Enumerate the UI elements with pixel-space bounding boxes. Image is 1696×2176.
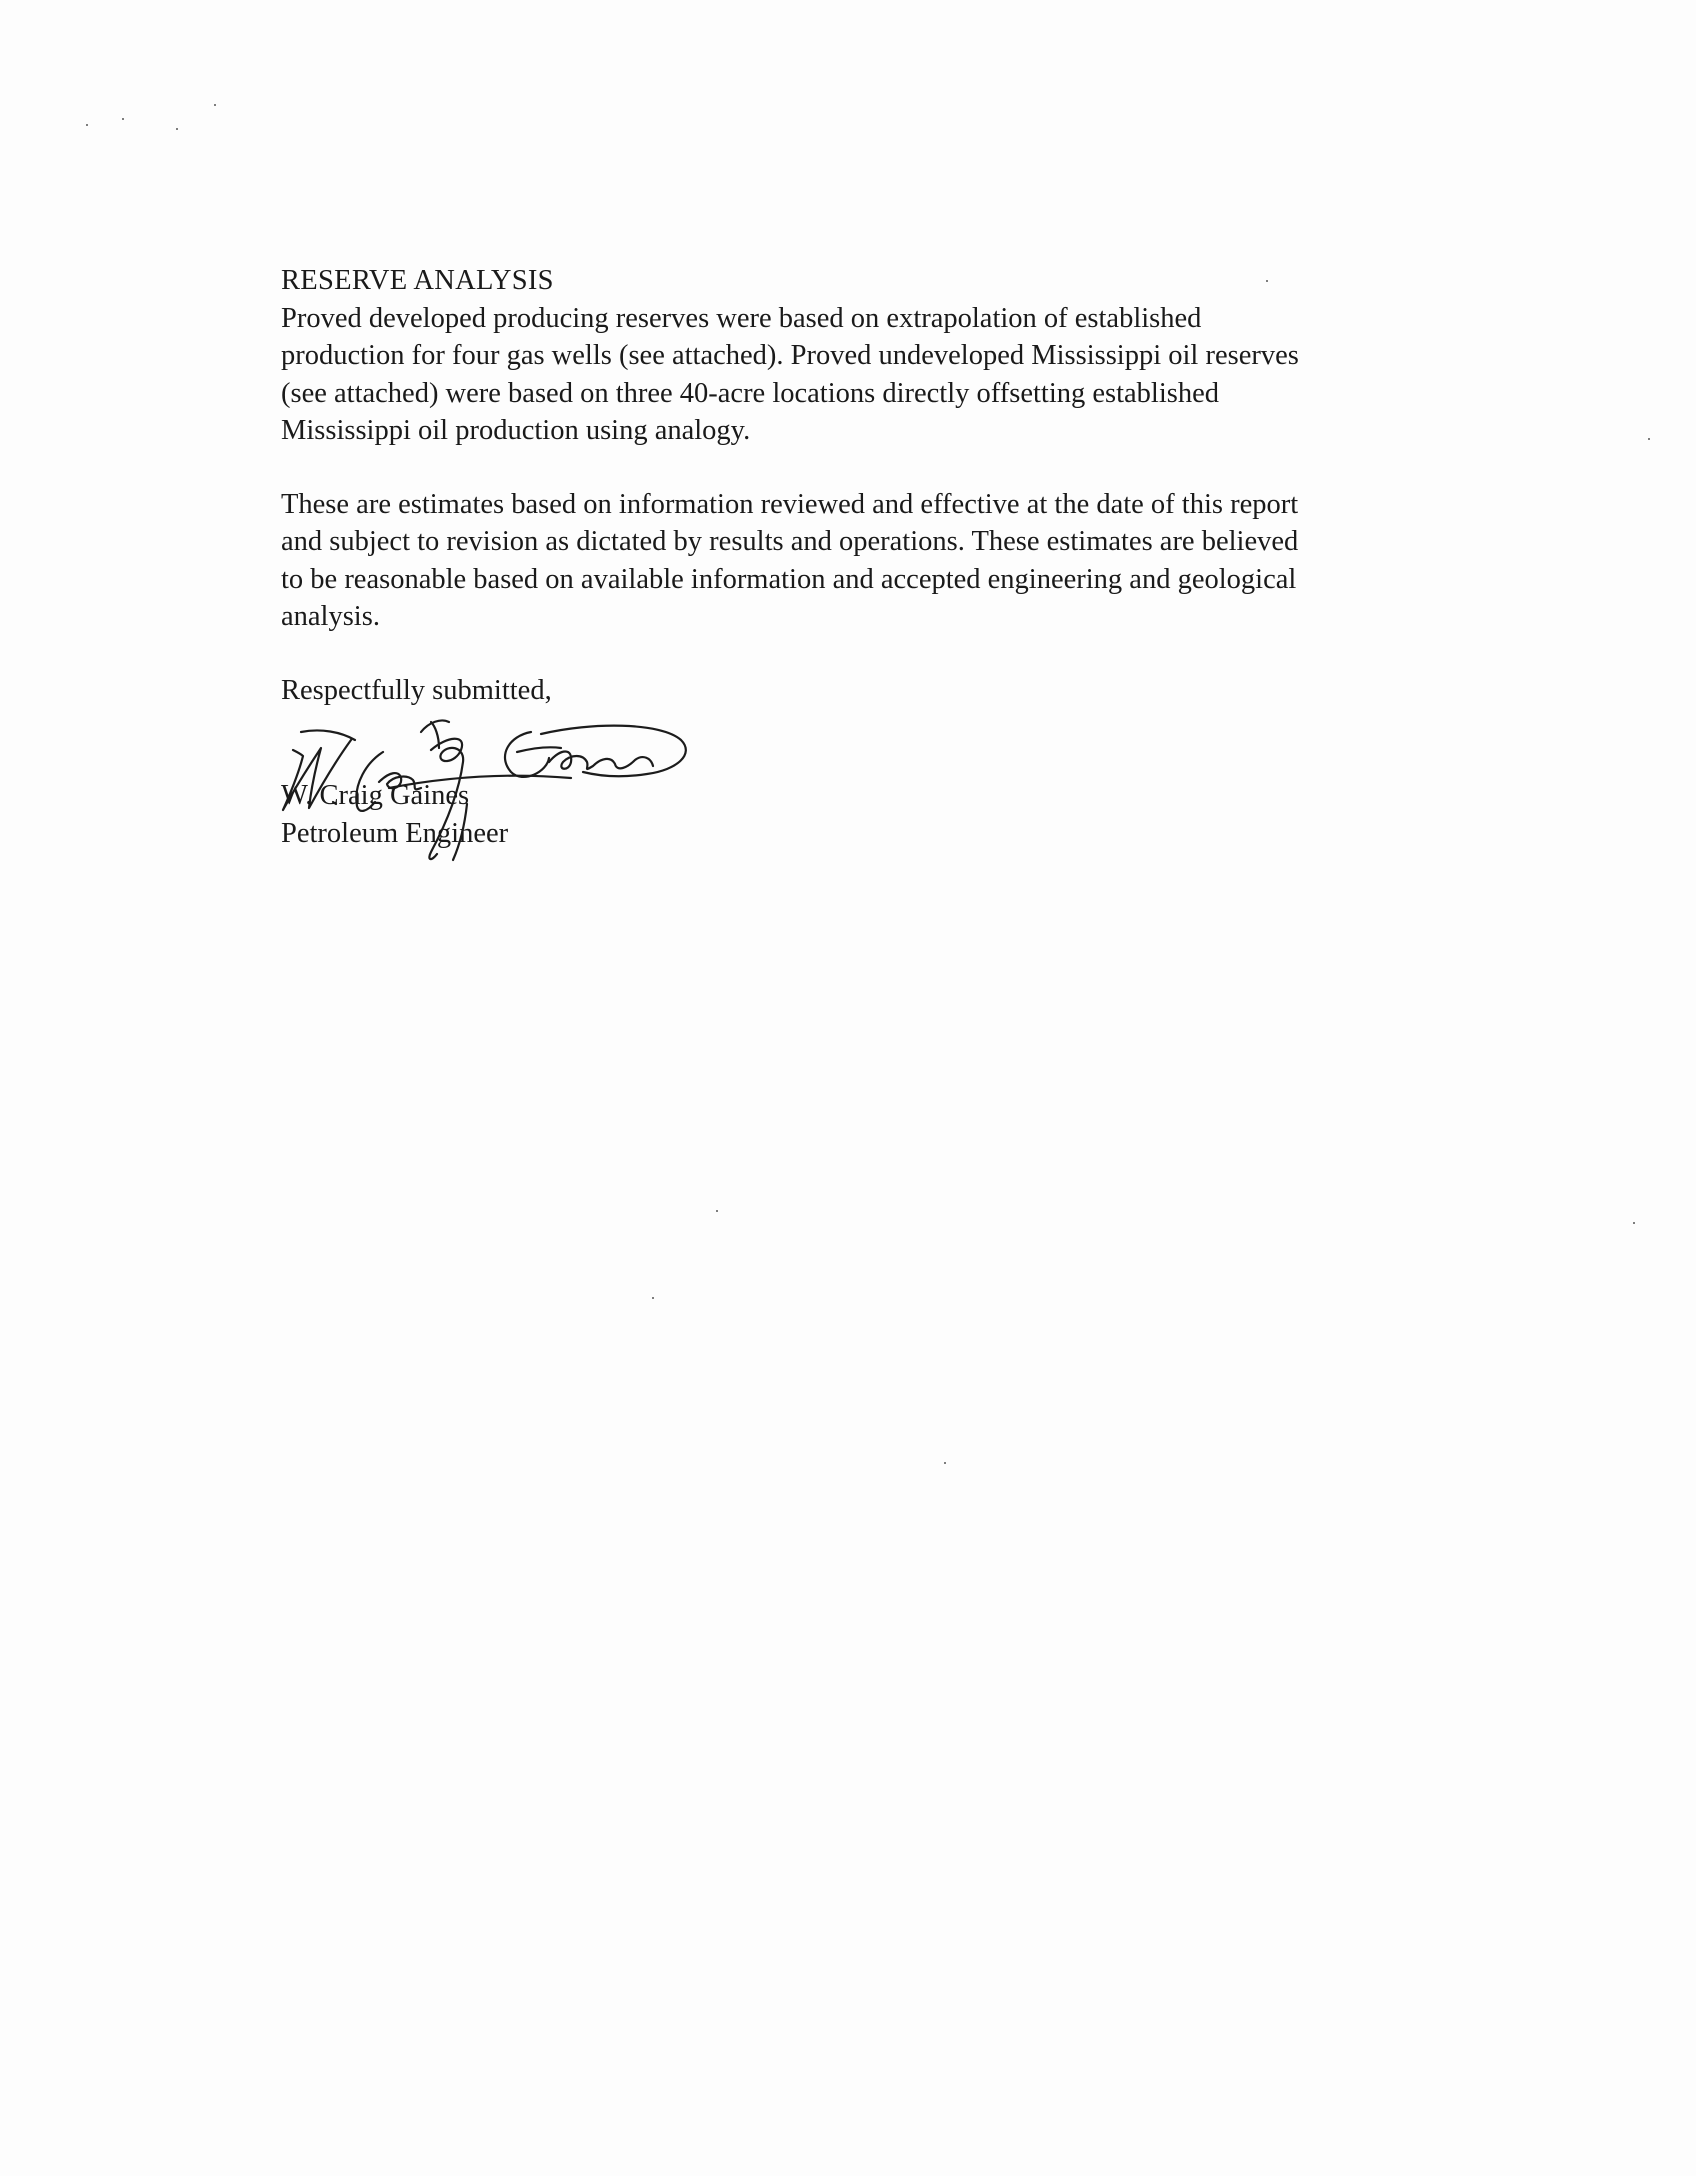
scan-speck bbox=[1648, 438, 1650, 440]
signer-title: Petroleum Engineer bbox=[281, 817, 509, 849]
scan-speck bbox=[214, 104, 216, 106]
paragraph-reserves-basis bbox=[281, 300, 1451, 450]
text-line: production for four gas wells (see attached). Proved undeveloped Mississippi oil reserves bbox=[281, 340, 1299, 371]
scan-speck bbox=[86, 124, 88, 126]
scan-speck bbox=[122, 118, 124, 120]
signature-space bbox=[281, 709, 1451, 777]
scan-speck bbox=[1633, 1222, 1635, 1224]
text-line: and subject to revision as dictated by results and operations. These estimates are believed bbox=[281, 526, 1299, 557]
signer-name: W. Craig Gaines bbox=[281, 780, 470, 811]
document-body bbox=[281, 262, 1451, 852]
paragraph-gap bbox=[281, 450, 1451, 486]
text-line: to be reasonable based on available information and accepted engineering and geological bbox=[281, 563, 1297, 595]
text-line: Proved developed producing reserves were based on extrapolation of established bbox=[281, 302, 1202, 334]
text-line: (see attached) were based on three 40-acre locations directly offsetting established bbox=[281, 377, 1219, 409]
scan-speck bbox=[944, 1462, 946, 1464]
text-line: Mississippi oil production using analogy. bbox=[281, 415, 751, 446]
text-line: analysis. bbox=[281, 601, 380, 632]
text-line: These are estimates based on information reviewed and effective at the date of this report bbox=[281, 488, 1299, 520]
paragraph-estimates-disclaimer bbox=[281, 486, 1451, 636]
signature-block bbox=[281, 672, 1451, 853]
scan-speck bbox=[652, 1297, 654, 1299]
closing-salutation: Respectfully submitted, bbox=[281, 674, 552, 706]
scan-speck bbox=[716, 1210, 718, 1212]
scan-speck bbox=[176, 128, 178, 130]
section-heading: RESERVE ANALYSIS bbox=[281, 265, 554, 296]
